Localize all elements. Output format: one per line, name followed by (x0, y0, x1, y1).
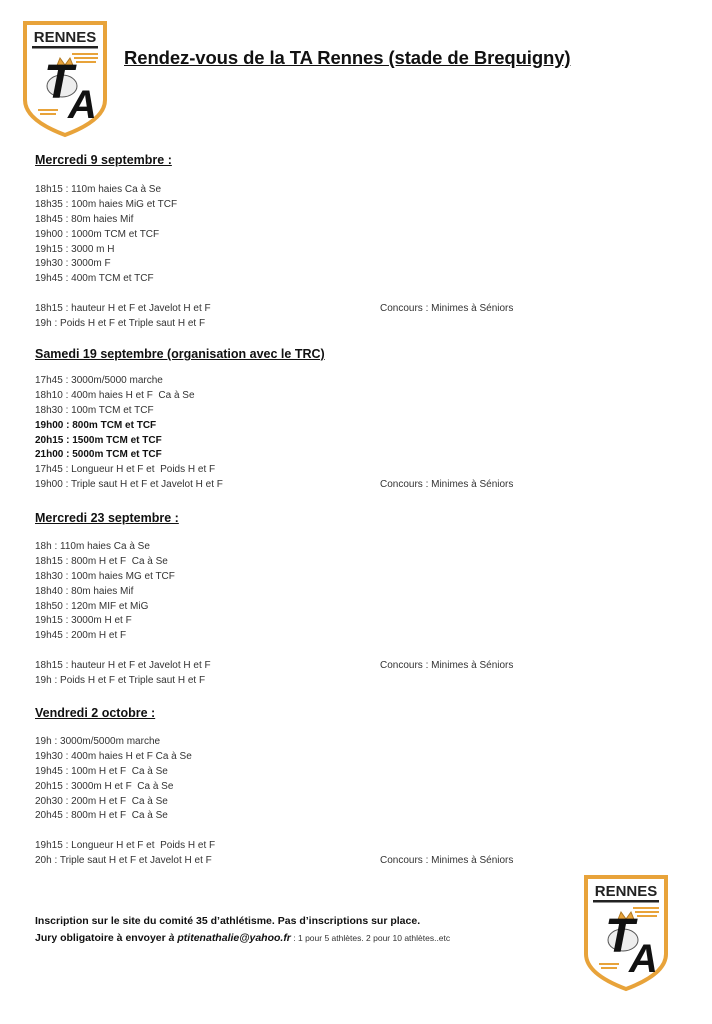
section-heading: Mercredi 9 septembre : (35, 153, 172, 167)
email-link[interactable]: à ptitenathalie@yahoo.fr (168, 932, 291, 944)
event-line: 18h50 : 120m MIF et MiG (35, 600, 149, 612)
section-heading: Samedi 19 septembre (organisation avec le TRC) (35, 347, 325, 361)
jury-prefix: Jury obligatoire à envoyer (35, 932, 169, 944)
event-line: 18h15 : 110m haies Ca à Se (35, 184, 162, 195)
concours-note: Concours : Minimes à Séniors (380, 303, 514, 315)
logo-text: RENNES (33, 29, 97, 46)
club-logo (22, 20, 108, 138)
event-line: 19h15 : 3000m H et F (35, 615, 132, 627)
event-line: 21h00 : 5000m TCM et TCF (35, 449, 162, 461)
logo-text: RENNES (594, 883, 658, 900)
event-line: 18h10 : 400m haies H et F Ca à Se (35, 389, 195, 401)
svg-text:T: T (605, 910, 635, 963)
event-line: 19h00 : 1000m TCM et TCF (35, 228, 160, 240)
event-line: 19h45 : 400m TCM et TCF (35, 273, 154, 285)
schedule-section (35, 151, 555, 332)
jury-ratio: : 1 pour 5 athlètes. 2 pour 10 athlètes..etc (290, 933, 451, 943)
event-line: 18h45 : 80m haies Mif (35, 213, 134, 225)
event-line: 18h : 110m haies Ca à Se (35, 541, 150, 552)
concours-note: Concours : Minimes à Séniors (380, 660, 514, 672)
schedule-section (35, 704, 555, 869)
jury-note (35, 930, 450, 947)
svg-text:A: A (68, 83, 97, 127)
event-line: 19h30 : 3000m F (35, 258, 111, 270)
field-event-line: 17h45 : Longueur H et F et Poids H et F (35, 464, 216, 476)
event-line: 18h35 : 100m haies MiG et TCF (35, 198, 178, 210)
club-logo-footer (583, 874, 669, 992)
event-line: 19h45 : 200m H et F (35, 630, 127, 642)
shield-icon (583, 874, 669, 992)
svg-text:T: T (44, 56, 74, 109)
schedule-section (35, 345, 555, 493)
field-event-line: 19h15 : Longueur H et F et Poids H et F (35, 840, 216, 852)
event-line: 18h15 : 800m H et F Ca à Se (35, 555, 168, 567)
shield-icon (22, 20, 108, 138)
event-line: 18h40 : 80m haies Mif (35, 585, 134, 597)
event-line: 17h45 : 3000m/5000 marche (35, 375, 163, 386)
svg-text:A: A (629, 937, 658, 981)
schedule-section (35, 509, 555, 689)
registration-note: Inscription sur le site du comité 35 d’athlétisme. Pas d’inscriptions sur place. (35, 915, 421, 927)
concours-note: Concours : Minimes à Séniors (380, 479, 514, 491)
field-event-line: 18h15 : hauteur H et F et Javelot H et F (35, 303, 211, 315)
event-line: 19h : 3000m/5000m marche (35, 736, 161, 747)
event-line: 20h45 : 800m H et F Ca à Se (35, 810, 168, 822)
concours-note: Concours : Minimes à Séniors (380, 855, 514, 867)
event-line: 19h15 : 3000 m H (35, 243, 115, 255)
section-heading: Mercredi 23 septembre : (35, 511, 179, 525)
field-event-line: 20h : Triple saut H et F et Javelot H et F (35, 855, 212, 867)
field-event-line: 19h : Poids H et F et Triple saut H et F (35, 675, 206, 687)
event-line: 19h30 : 400m haies H et F Ca à Se (35, 750, 192, 762)
field-event-line: 19h00 : Triple saut H et F et Javelot H et F (35, 479, 223, 491)
footer-notes (35, 913, 450, 947)
event-line: 19h00 : 800m TCM et TCF (35, 419, 157, 431)
event-line: 18h30 : 100m haies MG et TCF (35, 570, 175, 582)
event-line: 19h45 : 100m H et F Ca à Se (35, 765, 168, 777)
field-event-line: 18h15 : hauteur H et F et Javelot H et F (35, 660, 211, 672)
event-line: 18h30 : 100m TCM et TCF (35, 404, 154, 416)
section-heading: Vendredi 2 octobre : (35, 706, 156, 720)
event-line: 20h15 : 1500m TCM et TCF (35, 434, 162, 446)
field-event-line: 19h : Poids H et F et Triple saut H et F (35, 318, 206, 330)
event-line: 20h15 : 3000m H et F Ca à Se (35, 780, 174, 792)
event-line: 20h30 : 200m H et F Ca à Se (35, 795, 168, 807)
page-title: Rendez-vous de la TA Rennes (stade de Brequigny) (124, 47, 571, 68)
